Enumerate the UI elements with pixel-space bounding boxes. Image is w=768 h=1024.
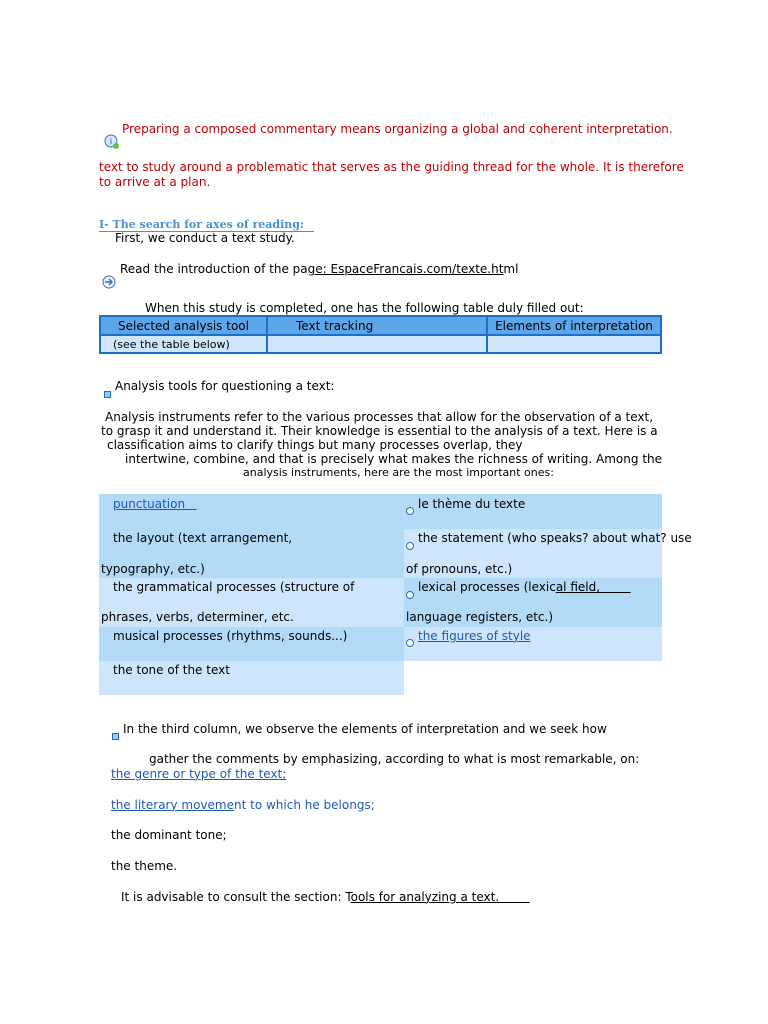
lexical-label-cont: language registers, etc.) — [406, 610, 554, 624]
info-icon — [104, 134, 120, 153]
musical-label: musical processes (rhythms, sounds...) — [113, 629, 348, 643]
square-bullet-icon — [104, 391, 111, 398]
circle-bullet-icon — [406, 591, 414, 599]
tone-label: the tone of the text — [113, 663, 230, 677]
layout-label-cont: typography, etc.) — [101, 562, 205, 576]
grammatical-label: the grammatical processes (structure of — [113, 580, 355, 594]
table-cell — [487, 335, 661, 353]
third-column-line-2: gather the comments by emphasizing, according to what is most remarkable, on: — [149, 752, 640, 766]
arrow-circle-icon — [102, 275, 116, 292]
study-table — [99, 315, 662, 354]
theme-item: the theme. — [111, 859, 178, 873]
tools-paragraph-3: classification aims to clarify things but many processes overlap, they — [107, 438, 523, 452]
table-header: Selected analysis tool — [100, 316, 267, 335]
punctuation-link[interactable] — [113, 497, 197, 511]
lexical-label — [418, 580, 631, 594]
circle-bullet-icon — [406, 542, 414, 550]
intro-line-1: Preparing a composed commentary means organizing a global and coherent interpretation. — [122, 122, 673, 136]
dominant-tone: the dominant tone; — [111, 828, 227, 842]
lexical-field-text: al field, — [555, 580, 601, 594]
advise-line — [121, 890, 530, 904]
circle-bullet-icon — [406, 639, 414, 647]
lexical-text: lexical processes (lexic — [418, 580, 556, 594]
third-column-line-1: In the third column, we observe the elements of interpretation and we seek how — [123, 722, 607, 736]
tools-paragraph-4: intertwine, combine, and that is precisely what makes the richness of writing. Among the — [125, 452, 663, 466]
square-bullet-icon — [112, 733, 119, 740]
movement-rest: nt to which he belongs; — [234, 798, 375, 812]
lexical-field-link[interactable] — [556, 580, 631, 594]
tools-paragraph-5: analysis instruments, here are the most important ones: — [243, 466, 554, 479]
read-intro-suffix: ml — [503, 262, 519, 276]
table-cell — [267, 335, 487, 353]
tools-title: Analysis tools for questioning a text: — [115, 379, 335, 393]
tools-paragraph-1: Analysis instruments refer to the various processes that allow for the observation of a text, — [105, 410, 654, 424]
tools-link[interactable] — [351, 890, 530, 904]
intro-line-3: to arrive at a plan. — [99, 175, 211, 189]
espacefrancais-link[interactable]: ge: EspaceFrancais.com/texte.ht — [307, 262, 504, 276]
table-cell: (see the table below) — [100, 335, 267, 353]
movement-line — [111, 798, 375, 812]
grammatical-label-cont: phrases, verbs, determiner, etc. — [101, 610, 294, 624]
read-intro — [120, 262, 518, 276]
first-step: First, we conduct a text study. — [115, 231, 295, 245]
punctuation-label: punctuation — [113, 497, 186, 511]
theme-label: le thème du texte — [418, 497, 526, 511]
figures-of-style-link[interactable]: the figures of style — [418, 629, 531, 643]
literary-movement-link[interactable]: the literary moveme — [111, 798, 234, 812]
table-header: Elements of interpretation — [487, 316, 661, 335]
advise-text: It is advisable to consult the section: T — [121, 890, 351, 904]
tools-link-text: ools for analyzing a text. — [350, 890, 500, 904]
table-header: Text tracking — [267, 316, 487, 335]
circle-bullet-icon — [406, 507, 414, 515]
genre-link[interactable]: the genre or type of the text; — [111, 767, 287, 781]
section-heading — [99, 218, 314, 232]
completed-text: When this study is completed, one has the following table duly filled out: — [145, 301, 584, 315]
svg-text:i: i — [109, 137, 113, 146]
statement-label-cont: of pronouns, etc.) — [406, 562, 513, 576]
intro-line-2: text to study around a problematic that serves as the guiding thread for the whole. It is therefore — [99, 160, 684, 174]
layout-label: the layout (text arrangement, — [113, 531, 293, 545]
read-intro-text: Read the introduction of the pa — [120, 262, 308, 276]
section-heading-text: I- The search for axes of reading: — [99, 218, 305, 231]
statement-label: the statement (who speaks? about what? use — [418, 531, 692, 545]
tools-paragraph-2: to grasp it and understand it. Their knowledge is essential to the analysis of a text. Here is a — [101, 424, 658, 438]
